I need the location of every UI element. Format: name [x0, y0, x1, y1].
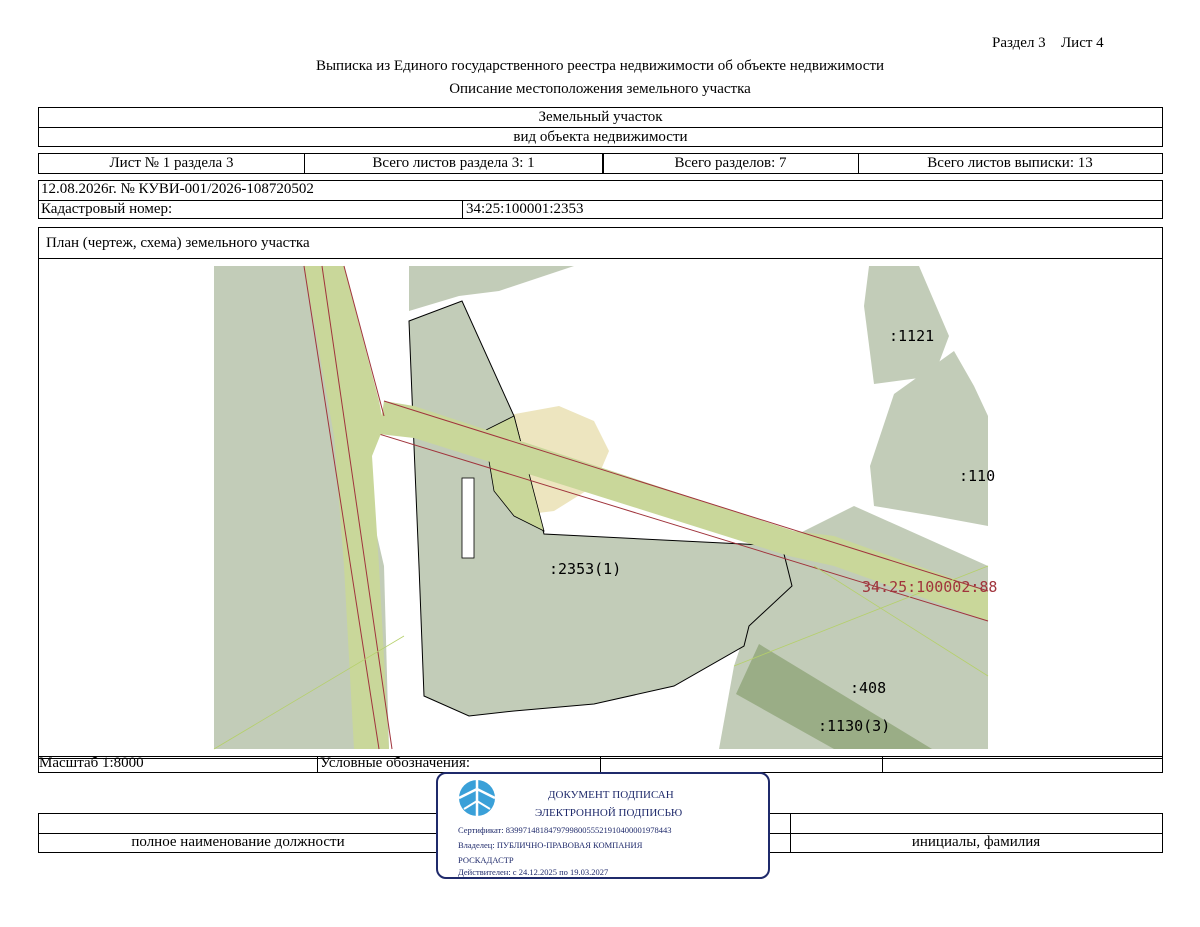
- map-label-110: :110: [959, 467, 996, 485]
- extract-date-number: 12.08.2026г. № КУВИ-001/2026-108720502: [41, 181, 314, 197]
- page-title: Выписка из Единого государственного реестра недвижимости об объекте недвижимости: [315, 58, 885, 74]
- divider: [39, 127, 1162, 128]
- parcel-map[interactable]: [214, 266, 998, 749]
- initials-caption: инициалы, фамилия: [911, 834, 1041, 850]
- map-label-88: 34:25:100002:88: [862, 578, 998, 596]
- stamp-cert: Сертификат: 839971481847979980055521910400001978443: [458, 825, 672, 835]
- object-type-caption: вид объекта недвижимости: [513, 129, 688, 145]
- divider: [600, 757, 601, 772]
- map-area-top: [409, 266, 574, 311]
- stamp-owner2: РОСКАДАСТР: [458, 855, 514, 865]
- legend-label: Условные обозначения:: [320, 755, 471, 771]
- position-caption: полное наименование должности: [131, 834, 345, 850]
- rosreestr-logo-icon: [458, 779, 496, 817]
- object-type-box: [38, 107, 1163, 147]
- map-building: [462, 478, 474, 558]
- map-label-1130: :1130(3): [818, 717, 891, 735]
- extract-sheets: Всего листов выписки: 13: [858, 153, 1163, 174]
- stamp-line2: ЭЛЕКТРОННОЙ ПОДПИСЬЮ: [535, 807, 683, 819]
- cadastral-number: 34:25:100001:2353: [466, 201, 584, 217]
- plan-label: План (чертеж, схема) земельного участка: [46, 235, 310, 251]
- map-svg: [214, 266, 998, 749]
- map-label-1121: :1121: [889, 327, 935, 345]
- page-subtitle: Описание местоположения земельного участка: [449, 81, 751, 97]
- divider: [39, 258, 1162, 259]
- map-label-408: :408: [850, 679, 887, 697]
- sheet-no: Лист № 1 раздела 3: [38, 153, 305, 174]
- e-signature-stamp: [436, 772, 770, 879]
- stamp-owner: Владелец: ПУБЛИЧНО-ПРАВОВАЯ КОМПАНИЯ: [458, 840, 643, 850]
- stamp-line1: ДОКУМЕНТ ПОДПИСАН: [548, 789, 674, 801]
- cadastral-label: Кадастровый номер:: [41, 201, 173, 217]
- section-number: Раздел 3: [992, 35, 1046, 51]
- sheets-row: [38, 153, 1163, 174]
- map-label-2353: :2353(1): [549, 560, 622, 578]
- legend-row: [38, 756, 1163, 773]
- sections-total: Всего разделов: 7: [602, 153, 859, 174]
- divider: [317, 757, 318, 772]
- object-type: Земельный участок: [538, 109, 663, 125]
- section-sheets: Всего листов раздела 3: 1: [304, 153, 604, 174]
- sheet-number: Лист 4: [1061, 35, 1104, 51]
- scale-label: Масштаб 1:8000: [39, 755, 144, 771]
- divider: [39, 200, 1162, 201]
- divider: [462, 200, 463, 218]
- divider: [882, 757, 883, 772]
- record-box: [38, 180, 1163, 219]
- stamp-valid: Действителен: с 24.12.2025 по 19.03.2027: [458, 867, 609, 877]
